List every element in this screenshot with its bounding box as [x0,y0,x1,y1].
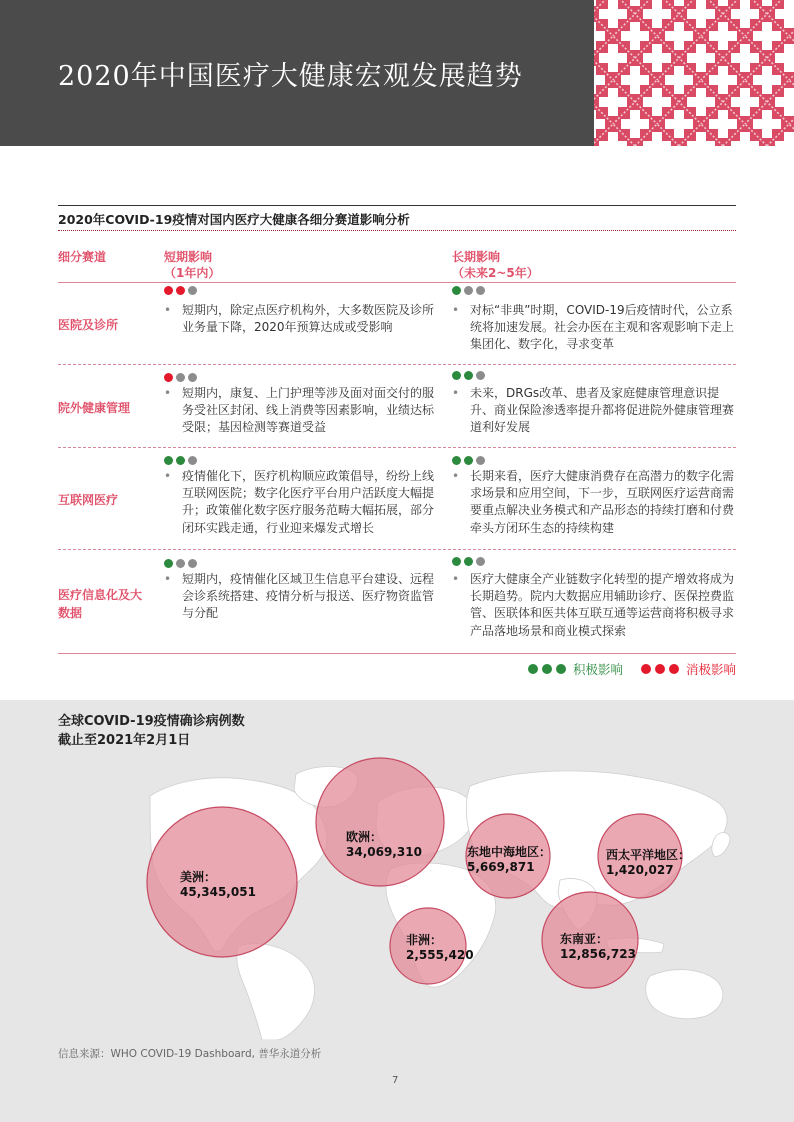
row-divider [58,549,736,550]
row-divider [58,447,736,448]
impact-dot-icon [476,371,485,380]
region-label-south-east-asia: 东南亚： 12,856,723 [560,932,636,961]
legend-negative-label: 消极影响 [685,662,736,677]
impact-dot-icon [176,456,185,465]
impact-dot-icon [176,373,185,382]
page-title: 2020年中国医疗大健康宏观发展趋势 [58,61,523,92]
south-america-shape [237,944,315,1040]
short-impact-text: • 疫情催化下，医疗机构顺应政策倡导，纷纷上线互联网医院；数字化医疗平台用户活跃度大幅提升；政策催化数字医疗服务范畴大幅拓展，部分闭环实践走通，行业迎来爆发式增长 [164,469,435,535]
segment-label: 医院及诊所 [58,318,119,332]
negative-dot-icon [669,664,679,674]
impact-dot-icon [452,286,461,295]
page-header [0,0,794,146]
region-label-western-pacific: 西太平洋地区： 1,420,027 [606,848,691,877]
impact-dot-icon [188,559,197,568]
divider [58,282,736,283]
source-note: 信息来源：WHO COVID-19 Dashboard, 普华永道分析 [58,1048,322,1060]
short-impact-dots [164,456,197,465]
short-impact-dots [164,286,197,295]
impact-dot-icon [464,286,473,295]
column-header-short-term: 短期影响 （1年内） [164,250,221,280]
impact-dot-icon [452,371,461,380]
region-label-africa: 非洲： 2,555,420 [406,933,474,962]
short-impact-dots [164,373,197,382]
long-impact-dots [452,456,485,465]
long-impact-text: • 长期来看，医疗大健康消费存在高潜力的数字化需求场景和应用空间，下一步，互联网医疗运营商需要重点解决业务模式和产品形态的持续打磨和付费牵头方闭环生态的持续构建 [452,469,735,535]
segment-label: 互联网医疗 [58,493,119,507]
table-title: 2020年COVID-19疫情对国内医疗大健康各细分赛道影响分析 [58,212,410,227]
impact-dot-icon [452,557,461,566]
impact-dot-icon [164,456,173,465]
long-impact-dots [452,371,485,380]
negative-dot-icon [655,664,665,674]
impact-dot-icon [176,559,185,568]
impact-dot-icon [176,286,185,295]
row-divider [58,364,736,365]
impact-dot-icon [188,456,197,465]
positive-dot-icon [542,664,552,674]
divider [58,230,736,231]
impact-dot-icon [164,559,173,568]
long-impact-text: • 医疗大健康全产业链数字化转型的提产增效将成为长期趋势。院内大数据应用辅助诊疗、医保控费监管、医联体和医共体互联互通等运营商将积极寻求产品落地场景和商业模式探索 [452,572,735,638]
impact-dot-icon [476,557,485,566]
region-bubble-europe [316,758,444,886]
long-impact-dots [452,286,485,295]
impact-dot-icon [464,557,473,566]
region-label-americas: 美洲： 45,345,051 [180,870,256,899]
impact-dot-icon [188,373,197,382]
cross-pattern-icon [594,0,794,146]
segment-label: 医疗信息化及大数据 [58,588,143,620]
long-impact-text: • 对标“非典”时期，COVID-19后疫情时代，公立系统将加速发展。社会办医在主观和客观影响下走上集团化、数字化，寻求变革 [452,303,735,352]
region-label-europe: 欧洲： 34,069,310 [346,830,422,859]
positive-dot-icon [528,664,538,674]
impact-dot-icon [476,456,485,465]
negative-dot-icon [641,664,651,674]
legend-positive-label: 积极影响 [572,662,623,677]
short-impact-text: • 短期内，康复、上门护理等涉及面对面交付的服务受社区封闭、线上消费等因素影响，业绩达标受限；基因检测等赛道受益 [164,386,435,435]
short-impact-text: • 短期内，疫情催化区域卫生信息平台建设、远程会诊系统搭建、疫情分析与报送、医疗物资监管与分配 [164,572,435,621]
region-label-eastern-mediterranean: 东地中海地区： 5,669,871 [467,845,552,874]
impact-dot-icon [164,286,173,295]
impact-dot-icon [164,373,173,382]
impact-dot-icon [188,286,197,295]
long-impact-dots [452,557,485,566]
short-impact-dots [164,559,197,568]
impact-legend [528,660,736,678]
map-title: 全球COVID-19疫情确诊病例数 截止至2021年2月1日 [58,714,245,748]
world-map [0,740,794,1040]
page-number: 7 [392,1075,399,1086]
australia-shape [646,970,723,1019]
divider [58,205,736,206]
long-impact-text: • 未来，DRGs改革、患者及家庭健康管理意识提升、商业保险渗透率提升都将促进院外健康管理赛道利好发展 [452,386,735,435]
column-header-segment: 细分赛道 [58,250,107,264]
impact-dot-icon [464,456,473,465]
positive-dot-icon [556,664,566,674]
impact-dot-icon [464,371,473,380]
segment-label: 院外健康管理 [58,401,131,415]
impact-dot-icon [476,286,485,295]
column-header-long-term: 长期影响 （未来2~5年） [452,250,539,280]
short-impact-text: • 短期内，除定点医疗机构外，大多数医院及诊所业务量下降，2020年预算达成或受影响 [164,303,435,335]
impact-dot-icon [452,456,461,465]
divider [58,653,736,654]
